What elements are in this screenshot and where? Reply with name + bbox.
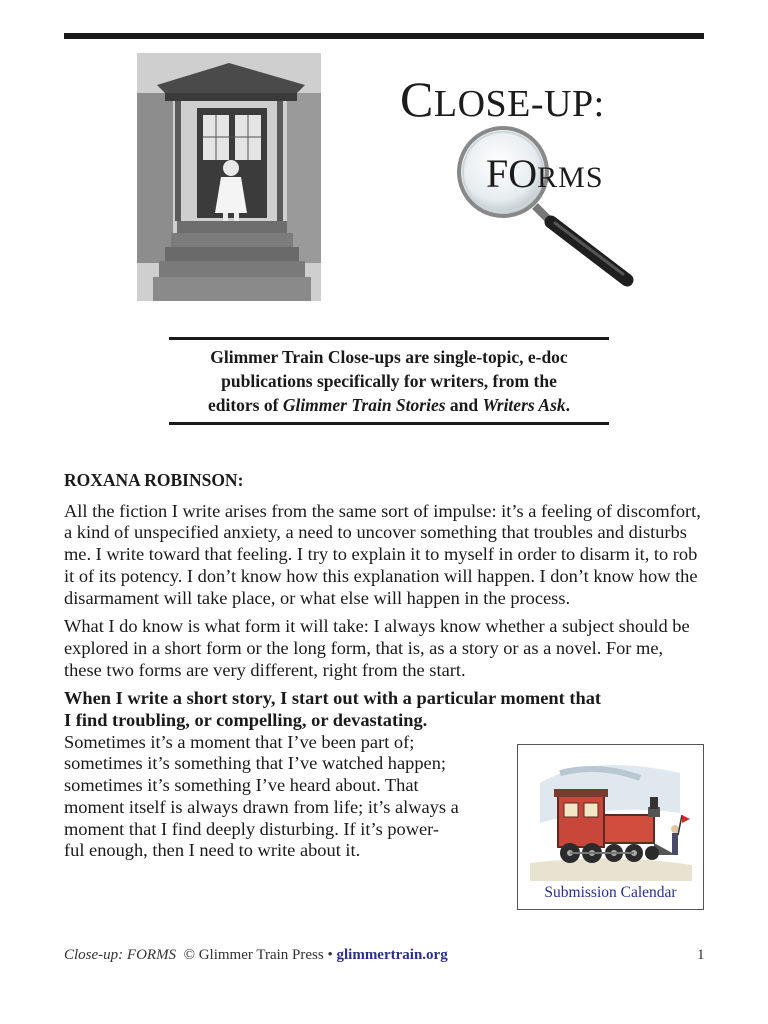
title-rest: LOSE-UP: — [433, 83, 605, 125]
paragraph-1: All the fiction I write arises from the same sort of impulse: it’s a feeling of discomfort, a kind of unspecified anxiety, a need to uncover something that troubles and disturbs me. I write toward that feeling. I try to explain it to myself in order to disarm it, to rob it of its potency. I don’t know how this explanation will happen. I don’t know how the disarmament will take place, or what else will happen in the process. — [64, 500, 701, 608]
page-number: 1 — [697, 947, 705, 963]
footer-title: Close-up: FORMS — [64, 947, 177, 963]
title-first-letter: C — [400, 71, 434, 127]
paragraph-2: What I do know is what form it will take: I always know whether a subject should be explored in a short form or the long form, that is, as a story or as a novel. For me, these two forms are very different, right from the start. — [64, 616, 690, 680]
intro-line-3c: and — [445, 395, 483, 415]
paragraph-3-line-4: moment itself is always drawn from life; it’s always a — [64, 796, 459, 817]
magnifying-glass-icon — [455, 120, 645, 290]
intro-text — [208, 345, 570, 417]
submission-calendar-card[interactable] — [517, 744, 704, 910]
footer — [64, 947, 448, 964]
train-illustration — [530, 753, 692, 881]
intro-publication-2: Writers Ask — [482, 395, 566, 415]
intro-line-2: publications specifically for writers, from the — [221, 371, 557, 391]
paragraph-3-line-5: moment that I find deeply disturbing. If it’s power- — [64, 818, 440, 839]
intro-line-3e: . — [565, 395, 571, 415]
paragraph-3-line-3: sometimes it’s something I’ve heard about. That — [64, 775, 419, 796]
footer-copyright: © Glimmer Train Press — [183, 947, 324, 963]
paragraph-3-lead-2: I find troubling, or compelling, or devastating. — [64, 710, 428, 731]
intro-line-3a: editors of — [207, 395, 283, 415]
subtitle-rest: RMS — [537, 161, 604, 194]
subtitle-magnified: FO — [486, 151, 538, 196]
author-name: ROXANA ROBINSON: — [64, 470, 244, 490]
intro-publication-1: Glimmer Train Stories — [282, 395, 446, 415]
intro-box — [169, 337, 609, 425]
submission-calendar-link[interactable]: Submission Calendar — [544, 884, 677, 901]
intro-line-1: Glimmer Train Close-ups are single-topic, e-doc — [210, 347, 568, 367]
paragraph-3-line-6: ful enough, then I need to write about it. — [64, 840, 361, 861]
paragraph-3-lead-1: When I write a short story, I start out with a particular moment that — [64, 688, 602, 709]
paragraph-3-line-1: Sometimes it’s a moment that I’ve been part of; — [64, 731, 415, 752]
paragraph-3-line-2: sometimes it’s something that I’ve watched happen; — [64, 753, 447, 774]
glimmertrain-link[interactable]: glimmertrain.org — [336, 947, 448, 963]
top-rule — [64, 33, 704, 39]
porch-photo — [137, 53, 321, 301]
subtitle — [486, 150, 604, 197]
footer-bullet: • — [327, 947, 333, 963]
